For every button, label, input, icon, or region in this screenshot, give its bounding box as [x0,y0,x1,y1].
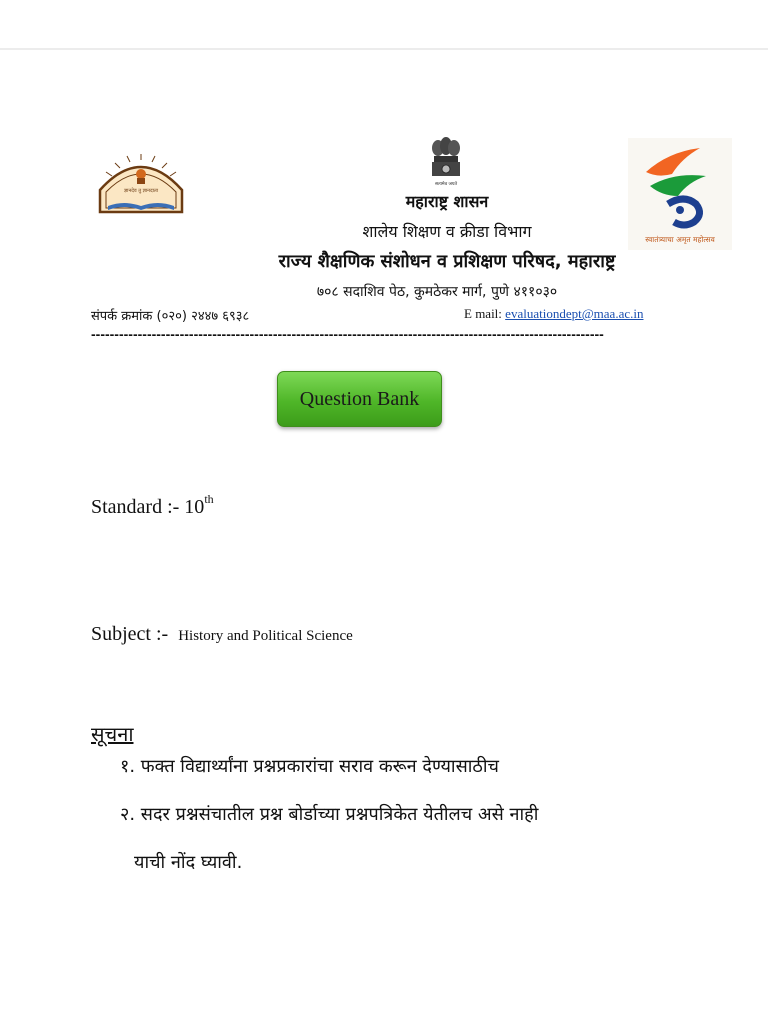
subject-line [91,623,353,646]
email-label: E mail: [464,306,502,321]
address-line: ७०८ सदाशिव पेठ, कुमठेकर मार्ग, पुणे ४११०३० [316,284,558,300]
left-logo-text: ज्ञानदेव तु ज्ञानदाता [123,188,159,194]
right-logo-text: स्वातंत्र्याचा अमृत महोत्सव [645,235,715,244]
email-block [464,306,643,322]
instructions-heading: सूचना [91,722,134,746]
national-emblem-icon [428,134,464,188]
standard-line [91,492,214,519]
subject-label: Subject :- [91,623,169,645]
emblem-motto: सत्यमेव जयते [434,182,458,187]
email-link[interactable]: evaluationdept@maa.ac.in [505,306,644,321]
top-bar [0,0,768,50]
government-line: महाराष्ट्र शासन [405,192,489,211]
council-line: राज्य शैक्षणिक संशोधन व प्रशिक्षण परिषद, महाराष्ट्र [278,251,616,272]
separator-line: -------------------------------------------------------------------------------------------------------------- [91,326,604,342]
question-bank-button[interactable]: Question Bank [277,371,442,427]
instruction-item: २. सदर प्रश्नसंचातील प्रश्न बोर्डाच्या प्रश्नपत्रिकेत येतीलच असे नाही [120,804,539,825]
standard-suffix: th [204,492,214,506]
standard-label: Standard :- 10 [91,496,205,518]
contact-number: संपर्क क्रमांक (०२०) २४४७ ६९३८ [91,309,250,324]
instruction-item: याची नोंद घ्यावी. [134,852,243,873]
instruction-item: १. फक्त विद्यार्थ्यांना प्रश्नप्रकारांचा सराव करून देण्यासाठीच [120,756,499,777]
subject-value: History and Political Science [178,628,353,644]
department-line: शालेय शिक्षण व क्रीडा विभाग [362,222,532,241]
